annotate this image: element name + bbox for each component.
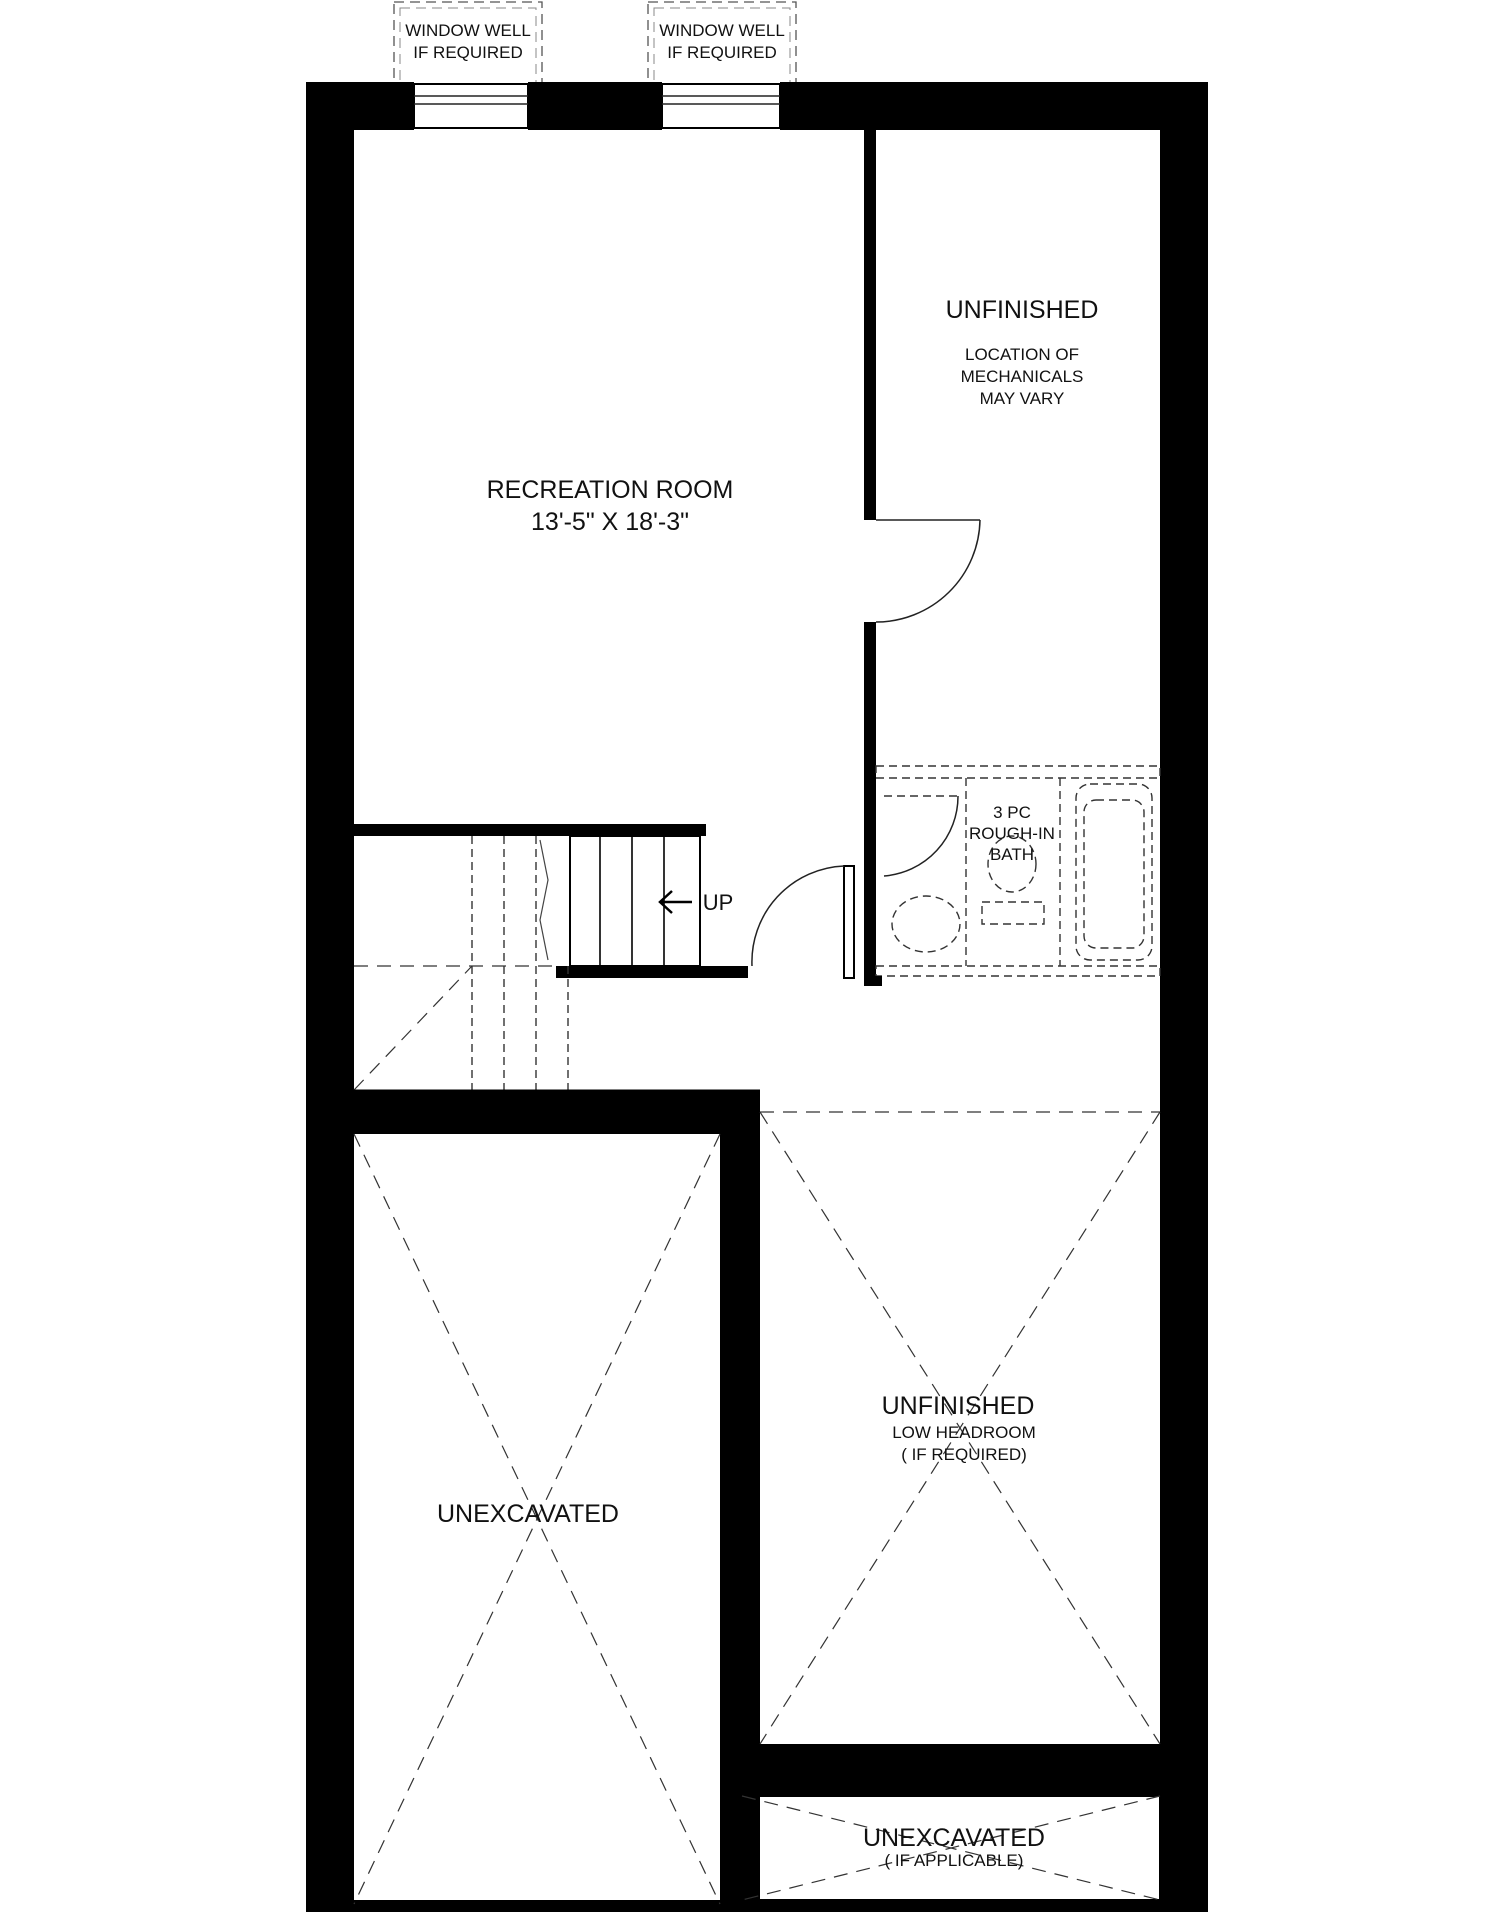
unexcavated-bottom-name: UNEXCAVATED <box>863 1824 1045 1852</box>
unfinished-top-name: UNFINISHED <box>945 296 1099 324</box>
staircase <box>354 836 700 1090</box>
bath-line3: BATH <box>989 845 1035 864</box>
unfinished-top-note3: MAY VARY <box>979 389 1065 408</box>
window-well-right-line1: WINDOW WELL <box>659 21 785 40</box>
window-left <box>414 84 528 128</box>
window-well-right-line2: IF REQUIRED <box>667 43 777 62</box>
recreation-room-name: RECREATION ROOM <box>486 476 734 504</box>
window-right <box>662 84 780 128</box>
bath-rough-in <box>864 766 1160 986</box>
bath-line2: ROUGH-IN <box>969 824 1055 843</box>
unfinished-top-note1: LOCATION OF <box>965 345 1079 364</box>
bath-line1: 3 PC <box>993 803 1031 822</box>
unfinished-bottom-name: UNFINISHED <box>881 1392 1035 1420</box>
stairs-up-label: UP <box>702 890 734 915</box>
window-well-left-line1: WINDOW WELL <box>405 21 531 40</box>
recreation-room-dims: 13'-5" X 18'-3" <box>531 508 689 536</box>
stair-walls <box>354 824 854 978</box>
unfinished-bottom-note1: LOW HEADROOM <box>892 1423 1036 1442</box>
window-well-left-line2: IF REQUIRED <box>413 43 523 62</box>
unexcavated-bottom-note: ( IF APPLICABLE) <box>884 1851 1024 1870</box>
unfinished-bottom-note2: ( IF REQUIRED) <box>901 1445 1027 1464</box>
interior-partition <box>864 130 980 982</box>
unexcavated-left-name: UNEXCAVATED <box>437 1500 619 1528</box>
unfinished-top-note2: MECHANICALS <box>960 367 1084 386</box>
